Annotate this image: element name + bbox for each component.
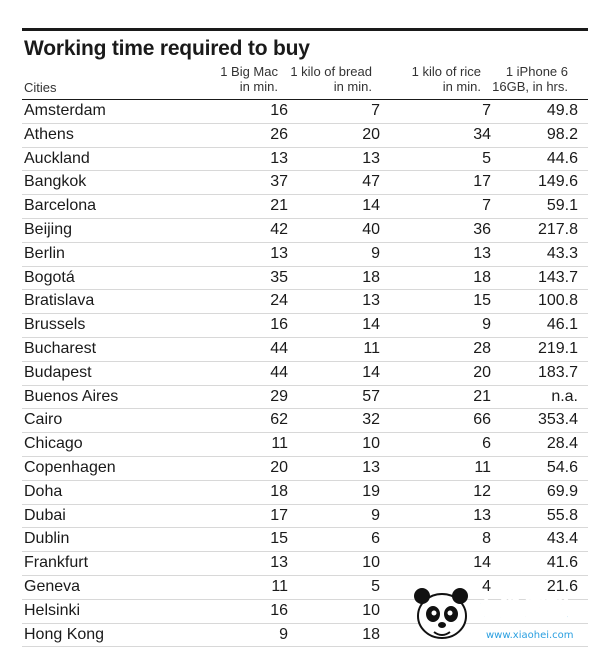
- city-cell: Copenhagen: [24, 458, 116, 476]
- big-mac-cell: 16: [270, 316, 288, 334]
- bread-cell: 32: [362, 411, 380, 429]
- bread-cell: 13: [362, 149, 380, 167]
- city-cell: Hong Kong: [24, 625, 105, 643]
- iphone-cell: 43.4: [546, 530, 578, 548]
- bread-cell: 40: [362, 220, 380, 238]
- city-cell: Frankfurt: [24, 554, 89, 572]
- iphone-cell: 59.1: [546, 197, 578, 215]
- big-mac-cell: 24: [270, 292, 288, 310]
- city-cell: Bangkok: [24, 173, 87, 191]
- iphone-cell: 41.6: [546, 554, 578, 572]
- top-rule: [22, 28, 588, 31]
- city-cell: Geneva: [24, 577, 81, 595]
- header-rice: 1 kilo of rice in min.: [411, 64, 481, 94]
- table-header: [24, 64, 578, 98]
- watermark-logo: [408, 578, 588, 644]
- city-cell: Buenos Aires: [24, 387, 119, 405]
- big-mac-cell: 37: [270, 173, 288, 191]
- header-cities: Cities: [24, 80, 57, 95]
- city-cell: Cairo: [24, 411, 63, 429]
- bread-cell: 18: [362, 625, 380, 643]
- rice-cell: 7: [482, 102, 491, 119]
- table-row: [22, 267, 588, 291]
- city-cell: Bratislava: [24, 292, 95, 310]
- bread-cell: 13: [362, 458, 380, 476]
- city-cell: Amsterdam: [24, 102, 106, 119]
- bread-cell: 10: [362, 435, 380, 453]
- big-mac-cell: 13: [270, 554, 288, 572]
- header-bread: 1 kilo of bread in min.: [290, 64, 372, 94]
- table-row: [22, 195, 588, 219]
- bread-cell: 14: [362, 197, 380, 215]
- rice-cell: 13: [473, 244, 491, 262]
- city-cell: Bogotá: [24, 268, 75, 286]
- iphone-cell: 353.4: [537, 411, 578, 429]
- header-big-mac: 1 Big Mac in min.: [220, 64, 278, 94]
- iphone-cell: 28.4: [546, 435, 578, 453]
- iphone-cell: 183.7: [537, 363, 578, 381]
- rice-cell: 6: [482, 435, 491, 453]
- city-cell: Dubai: [24, 506, 66, 524]
- bread-cell: 7: [371, 102, 380, 119]
- iphone-cell: 217.8: [537, 220, 578, 238]
- city-cell: Dublin: [24, 530, 70, 548]
- header-iphone: 1 iPhone 6 16GB, in hrs.: [492, 64, 568, 94]
- table-row: [22, 338, 588, 362]
- rice-cell: 5: [482, 149, 491, 167]
- rice-cell: 12: [473, 482, 491, 500]
- table-row: [22, 386, 588, 410]
- iphone-cell: 21.6: [546, 577, 578, 595]
- table-row: [22, 457, 588, 481]
- rice-cell: 18: [473, 268, 491, 286]
- big-mac-cell: 13: [270, 244, 288, 262]
- bread-cell: 10: [362, 554, 380, 572]
- big-mac-cell: 17: [270, 506, 288, 524]
- bread-cell: 47: [362, 173, 380, 191]
- rice-cell: 7: [482, 197, 491, 215]
- bread-cell: 19: [362, 482, 380, 500]
- bread-cell: 11: [363, 339, 380, 357]
- rice-cell: 20: [473, 363, 491, 381]
- big-mac-cell: 29: [270, 387, 288, 405]
- big-mac-cell: 11: [271, 435, 288, 453]
- bread-cell: 57: [362, 387, 380, 405]
- big-mac-cell: 13: [270, 149, 288, 167]
- rice-cell: 17: [473, 173, 491, 191]
- city-cell: Brussels: [24, 316, 86, 334]
- table-row: [22, 243, 588, 267]
- rice-cell: 13: [473, 506, 491, 524]
- big-mac-cell: 21: [270, 197, 288, 215]
- city-cell: Helsinki: [24, 601, 81, 619]
- big-mac-cell: 44: [270, 363, 288, 381]
- bread-cell: 5: [371, 577, 380, 595]
- city-cell: Budapest: [24, 363, 92, 381]
- rice-cell: 9: [482, 316, 491, 334]
- city-cell: Beijing: [24, 220, 73, 238]
- table-body: [22, 100, 588, 647]
- iphone-cell: 69.9: [546, 482, 578, 500]
- city-cell: Athens: [24, 125, 74, 143]
- rice-cell: 28: [473, 339, 491, 357]
- iphone-cell: 44.6: [546, 149, 578, 167]
- big-mac-cell: 44: [270, 339, 288, 357]
- iphone-cell: n.a.: [551, 387, 578, 405]
- table-row: [22, 362, 588, 386]
- rice-cell: 36: [473, 220, 491, 238]
- iphone-cell: 43.3: [546, 244, 578, 262]
- bread-cell: 9: [371, 506, 380, 524]
- rice-cell: 21: [473, 387, 491, 405]
- big-mac-cell: 62: [270, 411, 288, 429]
- iphone-cell: 46.1: [546, 316, 578, 334]
- table-row: [22, 528, 588, 552]
- rice-cell: 8: [482, 530, 491, 548]
- city-cell: Doha: [24, 482, 63, 500]
- city-cell: Auckland: [24, 149, 90, 167]
- table-row: [22, 552, 588, 576]
- rice-cell: 66: [473, 411, 491, 429]
- table-row: [22, 100, 588, 124]
- big-mac-cell: 18: [270, 482, 288, 500]
- city-cell: Berlin: [24, 244, 65, 262]
- iphone-cell: 219.1: [537, 339, 578, 357]
- table-row: [22, 171, 588, 195]
- rice-cell: 11: [474, 458, 491, 476]
- city-cell: Barcelona: [24, 197, 97, 215]
- iphone-cell: 55.8: [546, 506, 578, 524]
- table-row: [22, 148, 588, 172]
- rice-cell: 34: [473, 125, 491, 143]
- table-row: [22, 481, 588, 505]
- big-mac-cell: 35: [270, 268, 288, 286]
- bread-cell: 9: [371, 244, 380, 262]
- svg-text:小黑游戏: 小黑游戏: [474, 594, 570, 622]
- bread-cell: 18: [362, 268, 380, 286]
- table-row: [22, 433, 588, 457]
- bread-cell: 14: [362, 316, 380, 334]
- city-cell: Bucharest: [24, 339, 97, 357]
- table-row: [22, 314, 588, 338]
- bread-cell: 20: [362, 125, 380, 143]
- big-mac-cell: 42: [270, 220, 288, 238]
- big-mac-cell: 11: [271, 577, 288, 595]
- bread-cell: 10: [362, 601, 380, 619]
- iphone-cell: 49.8: [546, 102, 578, 119]
- big-mac-cell: 16: [270, 102, 288, 119]
- rice-cell: 4: [482, 577, 491, 595]
- big-mac-cell: 16: [270, 601, 288, 619]
- big-mac-cell: 26: [270, 125, 288, 143]
- iphone-cell: 143.7: [537, 268, 578, 286]
- big-mac-cell: 9: [279, 625, 288, 643]
- table-row: [22, 124, 588, 148]
- table-title: Working time required to buy: [24, 37, 310, 60]
- table-row: [22, 409, 588, 433]
- bread-cell: 14: [362, 363, 380, 381]
- table-row: [22, 505, 588, 529]
- table-row: [22, 219, 588, 243]
- iphone-cell: 98.2: [546, 125, 578, 143]
- svg-text:www.xiaohei.com: www.xiaohei.com: [486, 630, 574, 641]
- bread-cell: 13: [362, 292, 380, 310]
- iphone-cell: 149.6: [537, 173, 578, 191]
- rice-cell: 15: [473, 292, 491, 310]
- city-cell: Chicago: [24, 435, 83, 453]
- bread-cell: 6: [371, 530, 380, 548]
- table-row: [22, 290, 588, 314]
- big-mac-cell: 20: [270, 458, 288, 476]
- iphone-cell: 100.8: [537, 292, 578, 310]
- rice-cell: 14: [473, 554, 491, 572]
- big-mac-cell: 15: [270, 530, 288, 548]
- iphone-cell: 54.6: [546, 458, 578, 476]
